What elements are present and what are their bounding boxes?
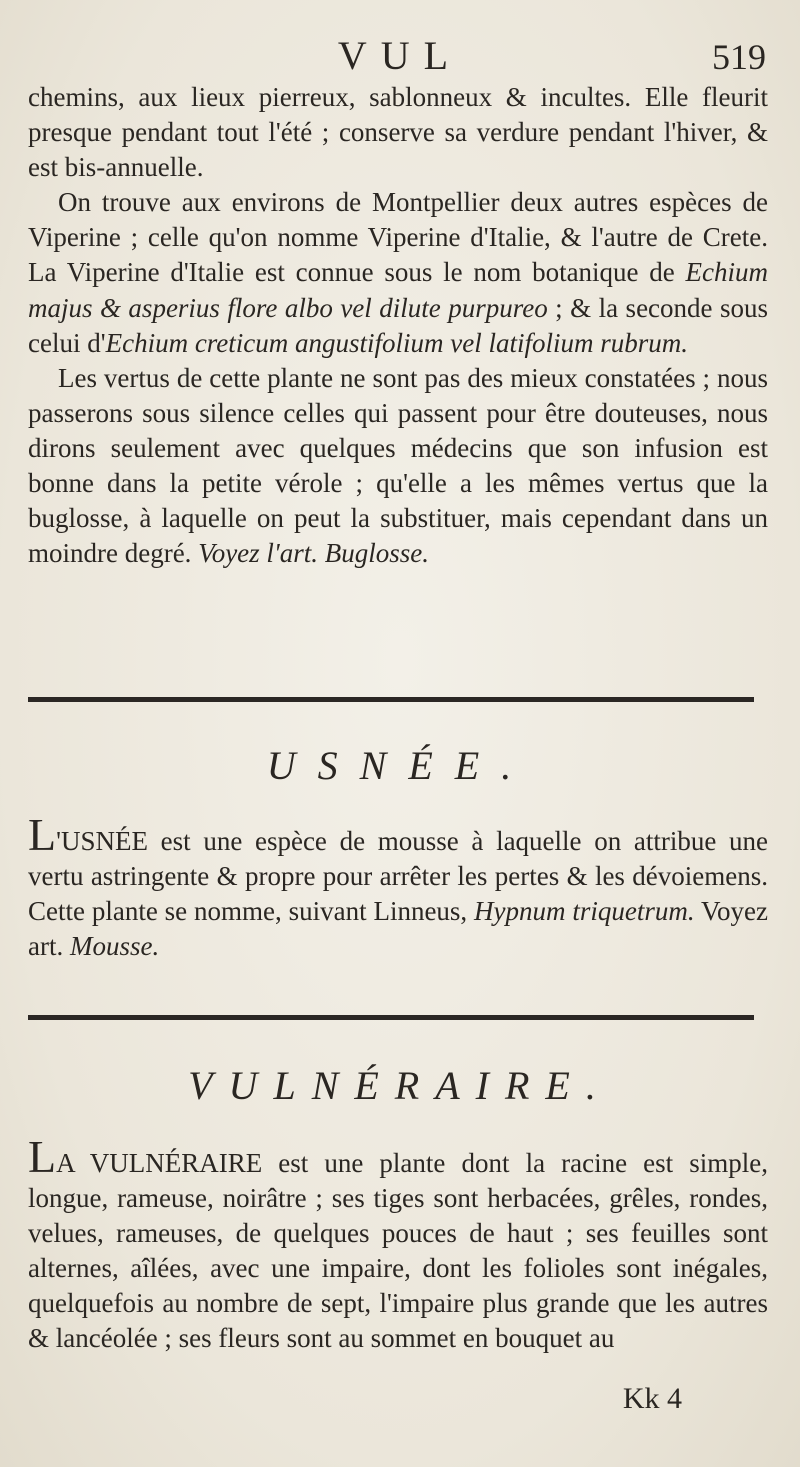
paragraph-text: On trouve aux environs de Montpellier deux autres espèces de Viperine ; celle qu'on nomme Viperine d'Italie, & l'autre de Crete. La Viperine d'Italie est connue sous le nom botanique de	[28, 187, 768, 288]
botanical-name: Hypnum triquetrum.	[474, 896, 695, 926]
entry-title-vulneraire: VULNÉRAIRE.	[188, 1063, 612, 1108]
headword: 'USNÉE	[56, 826, 148, 856]
cross-reference: Voyez l'art. Buglosse.	[198, 538, 429, 569]
continued-entry-viperine	[28, 80, 768, 571]
botanical-name: Echium majus & asperius flore albo vel dilute purpureo	[28, 257, 768, 323]
drop-cap: L	[28, 809, 57, 860]
paragraph-text: est une plante dont la racine est simple, longue, rameuse, noirâtre ; ses tiges sont herbacées, grêles, rondes, velues, rameuses, de quelques pouces de haut ; ses feuilles sont alternes, aîlées, avec une impaire, dont les folioles sont inégales, quelquefois au nombre de sept, l'impaire plus grande que les autres & lancéolée ; ses fleurs sont au sommet en bouquet au	[28, 1148, 768, 1353]
headword: A VULNÉRAIRE	[56, 1148, 263, 1178]
entry-vulneraire	[28, 1131, 768, 1356]
paragraph	[28, 809, 768, 964]
page-number: 519	[712, 37, 766, 77]
entry-title-usnee: USNÉE.	[266, 743, 534, 788]
paragraph	[28, 361, 768, 572]
paragraph-text: Les vertus de cette plante ne sont pas des mieux constatées ; nous passerons sous silence celles qui passent pour être douteuses, nous dirons seulement avec quelques médecins que son infusion est bonne dans la petite vérole ; qu'elle a les mêmes vertus que la buglosse, à laquelle on peut la substituer, mais cependant dans un moindre degré.	[28, 362, 768, 569]
running-head: VUL	[337, 33, 463, 78]
botanical-name: Echium creticum angustifolium vel latifolium rubrum.	[105, 327, 689, 358]
signature-mark: Kk 4	[622, 1382, 682, 1415]
section-divider	[28, 697, 754, 702]
paragraph-text: chemins, aux lieux pierreux, sablonneux & incultes. Elle fleurit presque pendant tout l'été ; conserve sa verdure pendant l'hiver, & est bis-annuelle.	[28, 82, 768, 183]
paragraph-text: est une espèce de mousse à laquelle on attribue une vertu astringente & propre pour arrêter les pertes & les dévoiemens. Cette plante se nomme, suivant Linneus,	[28, 826, 768, 926]
paragraph-text: Voyez art.	[28, 896, 768, 961]
entry-usnee	[28, 809, 768, 964]
paragraph-text: ; & la seconde sous celui d'	[28, 292, 768, 358]
drop-cap: L	[28, 1131, 57, 1182]
page-header	[0, 30, 800, 80]
paragraph	[28, 185, 768, 360]
paragraph	[28, 1131, 768, 1356]
section-divider	[28, 1015, 754, 1020]
paragraph	[28, 80, 768, 185]
cross-reference: Mousse.	[69, 931, 160, 961]
